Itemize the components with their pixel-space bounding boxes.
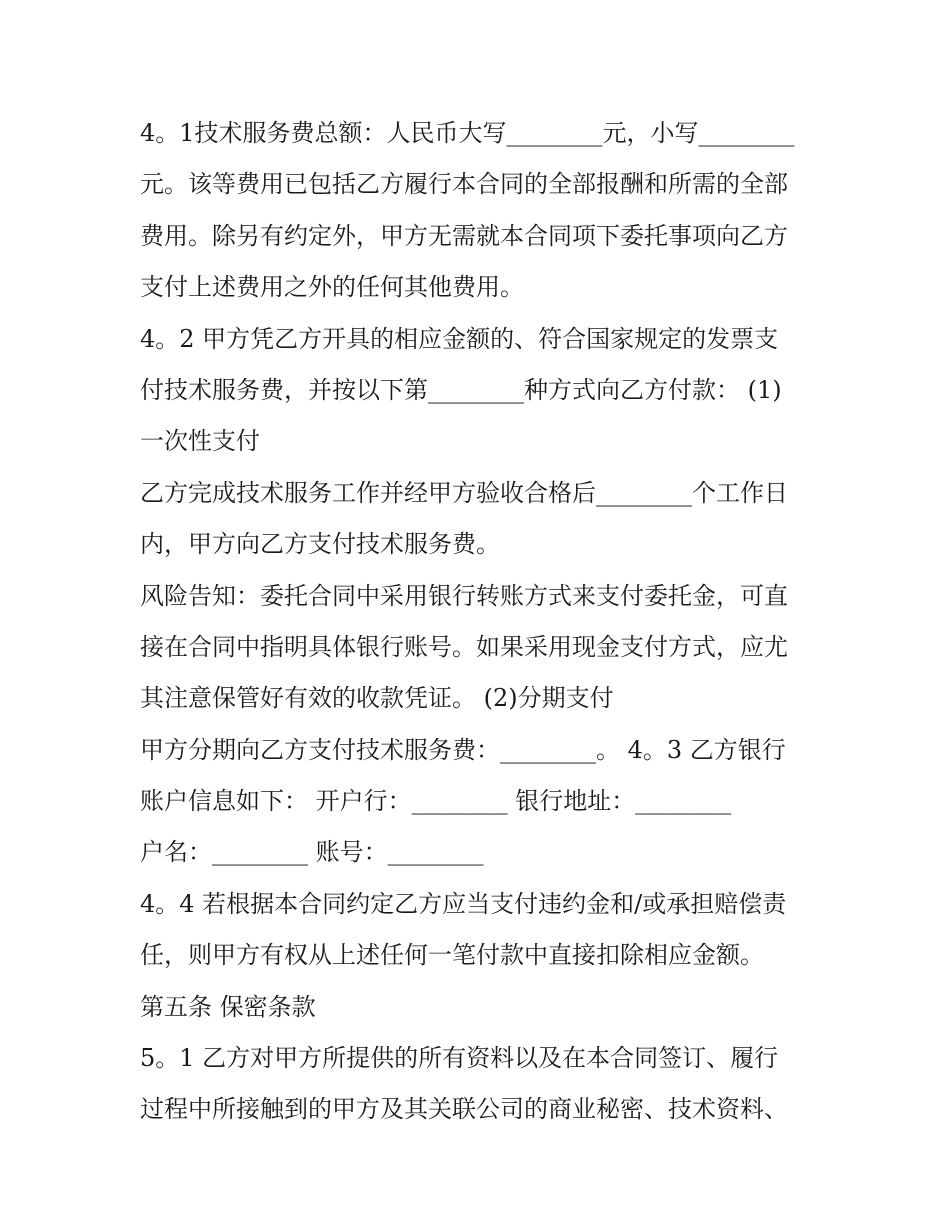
text-line-3: 费用。除另有约定外，甲方无需就本合同项下委托事项向乙方 <box>140 221 788 250</box>
text-line-2: 元。该等费用已包括乙方履行本合同的全部报酬和所需的全部 <box>140 170 788 199</box>
text-line-20: 过程中所接触到的甲方及其关联公司的商业秘密、技术资料、 <box>140 1095 788 1124</box>
text-line-6: 付技术服务费，并按以下第________种方式向乙方付款： (1) <box>140 375 782 404</box>
text-line-7: 一次性支付 <box>140 427 260 456</box>
section-heading: 第五条 保密条款 <box>140 992 316 1021</box>
text-line-9: 内，甲方向乙方支付技术服务费。 <box>140 530 500 559</box>
text-line-10: 风险告知：委托合同中采用银行转账方式来支付委托金，可直 <box>140 581 788 610</box>
text-line-13: 甲方分期向乙方支付技术服务费：________。 4。3 乙方银行 <box>140 735 786 764</box>
text-line-8: 乙方完成技术服务工作并经甲方验收合格后________个工作日 <box>140 478 788 507</box>
text-line-16: 4。4 若根据本合同约定乙方应当支付违约金和/或承担赔偿责 <box>140 889 787 918</box>
text-line-1: 4。1技术服务费总额：人民币大写________元，小写________ <box>140 119 795 147</box>
text-line-15: 户名：________ 账号：________ <box>140 838 484 867</box>
text-line-17: 任，则甲方有权从上述任何一笔付款中直接扣除相应金额。 <box>140 941 764 970</box>
text-line-11: 接在合同中指明具体银行账号。如果采用现金支付方式，应尤 <box>140 632 788 661</box>
text-line-5: 4。2 甲方凭乙方开具的相应金额的、符合国家规定的发票支 <box>140 324 779 353</box>
contract-page <box>140 108 820 1136</box>
text-line-19: 5。1 乙方对甲方所提供的所有资料以及在本合同签订、履行 <box>140 1044 779 1073</box>
text-line-14: 账户信息如下： 开户行：________ 银行地址：________ <box>140 787 732 816</box>
text-line-4: 支付上述费用之外的任何其他费用。 <box>140 273 524 302</box>
text-line-12: 其注意保管好有效的收款凭证。 (2)分期支付 <box>140 684 614 713</box>
